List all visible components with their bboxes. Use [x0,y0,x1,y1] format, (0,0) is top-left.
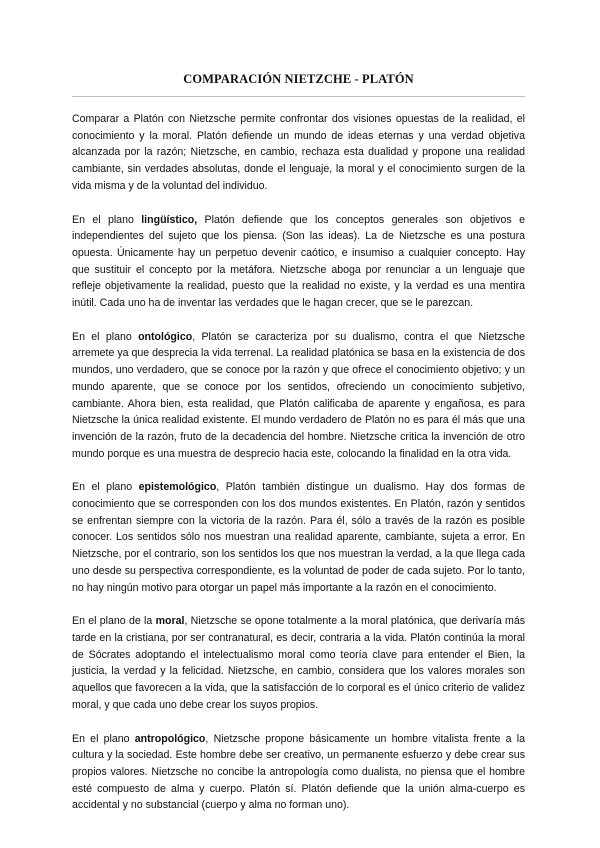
paragraph-body-text: , Platón se caracteriza por su dualismo, contra el que Nietzsche arremete ya que desprecia la vida terrenal. La realidad platónica se basa en la existencia de dos mundos, uno verdadero, que se conoce por la razón y que ofrece el conocimiento objetivo; y un mundo aparente, que se conoce por los sentidos, ofreciendo un conocimiento subjetivo, cambiante. Ahora bien, esta realidad, que Platón calificaba de aparente y engañosa, es para Nietzsche la única realidad existente. El mundo verdadero de Platón no es para él más que una invención de la razón, fruto de la decadencia del hombre. Nietzsche critica la invención de otro mundo porque es una muestra de desprecio hacia este, colocando la finalidad en la otra vida. [72,330,525,460]
keyword-epistemologico: epistemológico [138,481,217,494]
paragraph-body-text: , Nietzsche se opone totalmente a la moral platónica, que derivaría más tarde en la cristiana, por ser contranatural, es decir, contraria a la vida. Platón continúa la moral de Sócrates adoptando el intelectualismo moral como teoría clave para entender el Bien, la justicia, la verdad y la felicidad. Nietzsche, en cambio, considera que los valores morales son aquellos que favorecen a la vida, que la satisfacción de lo corporal es el único criterio de validez moral, y que cada uno debe crear los suyos propios. [72,615,526,711]
keyword-moral: moral [155,615,185,628]
paragraph-body-text: Platón defiende que los conceptos generales son objetivos e independientes del sujeto que los piensa. (Son las ideas). La de Nietzsche es una postura opuesta. Únicamente hay un perpetuo devenir caótico, e insumiso a cualquier concepto. Hay que sustituir el concepto por la metáfora. Nietzsche aboga por renunciar a un lenguaje que refleje objetivamente la realidad, puesto que la realidad no existe, y la verdad es una mentira inútil. Cada uno ha de inventar las verdades que le hagan crecer, que se le parezcan. [72,213,525,310]
paragraph-body-text: , Platón también distingue un dualismo. Hay dos formas de conocimiento que se corresponden con los dos mundos existentes. En Platón, razón y sentidos se enfrentan siempre con la victoria de la razón. Para él, sólo a través de la razón es posible conocer. Los sentidos sólo nos muestran una realidad aparente, cambiante, sujeta a error. En Nietzsche, por el contrario, son los sentidos los que nos muestran la verdad, a la que llega cada uno desde su perspectiva correspondiente, es la voluntad de poder de cada sujeto. Por lo tanto, no hay ningún motivo para otorgar un papel más importante a la razón en el conocimiento. [72,481,525,594]
document-title: COMPARACIÓN NIETZCHE - PLATÓN [183,72,414,86]
keyword-ontologico: ontológico [138,330,193,343]
paragraph-lead-text: En el plano [72,213,142,226]
moral-paragraph [72,613,525,713]
linguistic-paragraph [72,212,525,312]
ontological-paragraph [72,329,525,463]
keyword-linguistico: lingüístico, [141,213,198,226]
paragraph-body-text: , Nietzsche propone básicamente un hombre vitalista frente a la cultura y la sociedad. Este hombre debe ser creativo, un permanente esfuerzo y debe crear sus propios valores. Nietzsche no concibe la antropología como dualista, no piensa que el hombre esté compuesto de alma y cuerpo. Platón sí. Platón defiende que la unión alma-cuerpo es accidental y no substancial (cuerpo y alma no forman uno). [72,732,525,812]
paragraph-lead-text: En el plano [72,732,135,745]
paragraph-lead-text: En el plano de la [72,615,156,628]
intro-paragraph: Comparar a Platón con Nietzsche permite confrontar dos visiones opuestas de la realidad, el conocimiento y la moral. Platón defiende un mundo de ideas eternas y una verdad objetiva alcanzada por la razón; Nietzsche, en cambio, rechaza esta dualidad y propone una realidad cambiante, sin verdades absolutas, donde el lenguaje, la moral y el conocimiento surgen de la vida misma y de la voluntad del individuo. [72,113,525,192]
paragraph-lead-text: En el plano [72,330,139,343]
anthropological-paragraph [72,731,525,815]
epistemological-paragraph [72,479,525,596]
keyword-antropologico: antropológico [134,732,206,745]
document-page [72,0,525,848]
paragraph-lead-text: En el plano [72,481,139,494]
title-divider [72,96,525,97]
